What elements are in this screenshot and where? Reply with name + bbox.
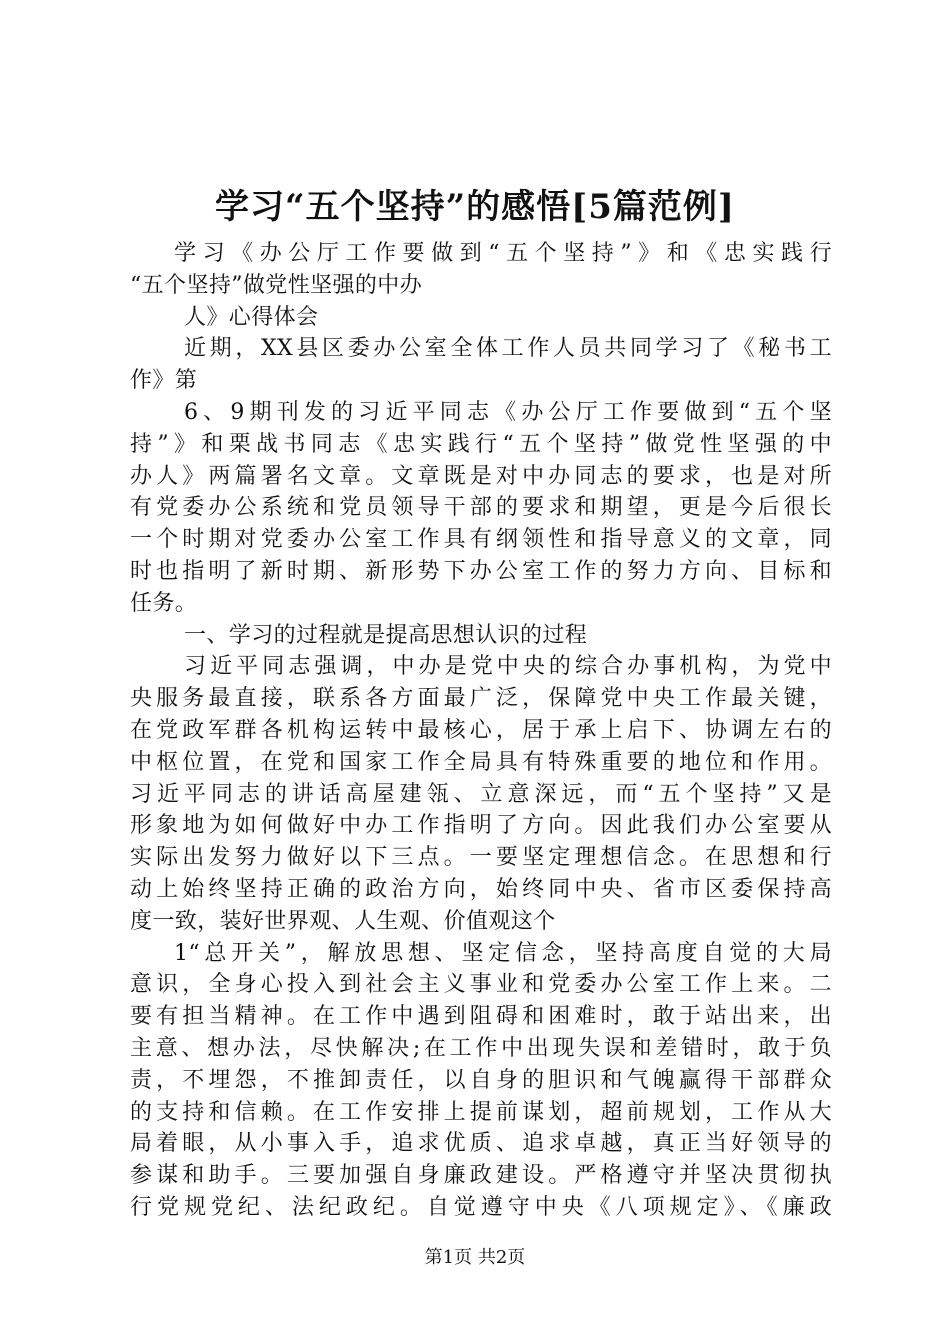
text-line: 时也指明了新时期、新形势下办公室工作的努力方向、目标和 bbox=[130, 558, 832, 584]
text-line: 形象地为如何做好中办工作指明了方向。因此我们办公室要从 bbox=[130, 813, 832, 839]
text-line: 动上始终坚持正确的政治方向，始终同中央、省市区委保持高 bbox=[130, 876, 832, 902]
text-line: 办人》两篇署名文章。文章既是对中办同志的要求，也是对所 bbox=[130, 463, 832, 489]
text-line: 6、9期刊发的习近平同志《办公厅工作要做到“五个坚 bbox=[184, 399, 832, 425]
text-line: 持”》和栗战书同志《忠实践行“五个坚持”做党性坚强的中 bbox=[130, 431, 832, 457]
text-line: 一个时期对党委办公室工作具有纲领性和指导意义的文章，同 bbox=[130, 527, 832, 553]
document-title: 学习“五个坚持”的感悟[5篇范例] bbox=[215, 187, 735, 227]
text-line: 习近平同志的讲话高屋建瓴、立意深远，而“五个坚持”又是 bbox=[130, 781, 832, 807]
text-line: 要有担当精神。在工作中遇到阻碍和困难时，敢于站出来，出 bbox=[130, 1004, 832, 1030]
text-line: 度一致，装好世界观、人生观、价值观这个 bbox=[130, 908, 556, 934]
text-line: 意识，全身心投入到社会主义事业和党委办公室工作上来。二 bbox=[130, 972, 832, 998]
text-line: 有党委办公系统和党员领导干部的要求和期望，更是今后很长 bbox=[130, 495, 832, 521]
text-line: 人》心得体会 bbox=[184, 304, 319, 330]
text-line: 近期，XX县区委办公室全体工作人员共同学习了《秘书工 bbox=[184, 336, 832, 362]
text-line: 学习《办公厅工作要做到“五个坚持”》和《忠实践行 bbox=[174, 241, 832, 266]
text-line: 1“总开关”，解放思想、坚定信念，坚持高度自觉的大局 bbox=[174, 940, 832, 966]
text-line: 任务。 bbox=[130, 590, 198, 616]
page-footer: 第1页 共2页 bbox=[424, 1247, 526, 1268]
text-line: 行党规党纪、法纪政纪。自觉遵守中央《八项规定》、《廉政 bbox=[130, 1194, 832, 1220]
text-line: 在党政军群各机构运转中最核心，居于承上启下、协调左右的 bbox=[130, 717, 832, 743]
text-line: 实际出发努力做好以下三点。一要坚定理想信念。在思想和行 bbox=[130, 845, 832, 871]
text-line: 局着眼，从小事入手，追求优质、追求卓越，真正当好领导的 bbox=[130, 1131, 832, 1157]
text-line: “五个坚持”做党性坚强的中办 bbox=[130, 272, 423, 298]
text-line: 参谋和助手。三要加强自身廉政建设。严格遵守并坚决贯彻执 bbox=[130, 1163, 832, 1189]
text-line: 责，不埋怨，不推卸责任，以自身的胆识和气魄赢得干部群众 bbox=[130, 1067, 832, 1093]
section-heading: 一、学习的过程就是提高思想认识的过程 bbox=[184, 622, 588, 648]
text-line: 习近平同志强调，中办是党中央的综合办事机构，为党中 bbox=[184, 654, 832, 680]
text-line: 央服务最直接，联系各方面最广泛，保障党中央工作最关键， bbox=[130, 686, 832, 712]
text-line: 中枢位置，在党和国家工作全局具有特殊重要的地位和作用。 bbox=[130, 749, 832, 775]
text-line: 主意、想办法，尽快解决;在工作中出现失误和差错时，敢于负 bbox=[130, 1035, 832, 1061]
text-line: 的支持和信赖。在工作安排上提前谋划，超前规划，工作从大 bbox=[130, 1099, 832, 1125]
document-body bbox=[130, 238, 832, 1224]
text-line: 作》第 bbox=[130, 368, 198, 394]
